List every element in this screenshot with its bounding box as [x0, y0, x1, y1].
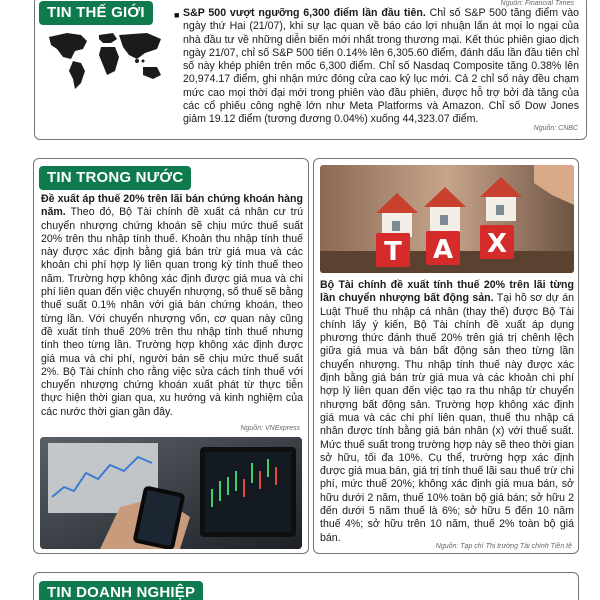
world-news-panel	[34, 0, 587, 140]
tax-tile-t: T	[384, 237, 402, 267]
world-news-label: TIN THẾ GIỚI	[39, 1, 153, 25]
world-headline: S&P 500 vượt ngưỡng 6,300 điểm lần đầu tiên.	[183, 7, 426, 19]
world-body: Chỉ số S&P 500 tăng điểm vào ngày thứ Hai (21/07), khi sự lạc quan về báo cáo lợi nhuận lấn át mọi lo ngại của nhà đầu tư về những diễn biến mới nhất trong thương mại. Kết thúc phiên giao dịch ngày 21/07, chỉ số S&P 500 tiến 0.14% lên 6,305.60 điểm, đánh dấu lần đầu tiên chỉ số này khép phiên trên mốc 6,300 điểm. Chỉ số Nasdaq Composite tăng 0.38% lên 20,974.17 điểm, ghi nhận mức đóng cửa cao kỷ lục mới. Cả 2 chỉ số này đều chạm mức cao mọi thời đại mới trong phiên vào đầu phiên, được hỗ trợ bởi đà tăng của các cổ phiếu công nghệ lớn như Meta Platforms và Amazon. Chỉ số Dow Jones giảm 19.12 điểm (tương đương 0.04%) xuống 44,323.07 điểm.	[183, 7, 579, 126]
domestic-news-text	[41, 193, 303, 419]
tax-source: Nguồn: Tạp chí Thị trường Tài chính Tiền tệ	[435, 543, 572, 550]
domestic-news-panel	[33, 158, 309, 554]
world-source-top: Nguồn: Financial Times	[500, 0, 574, 7]
domestic-body: Theo đó, Bộ Tài chính đề xuất cá nhân cư trú chuyển nhượng chứng khoán sẽ chịu mức thuế suất 20% trên thu nhập tính thuế. Khoản thu nhập tính thuế này được xác định bằng giá bán trừ giá mua và các khoản chi phí hợp lý liên quan trong kỳ tính thuế theo năm. Trường hợp không xác định được giá mua và chi phí liên quan đến việc chuyển nhượng, số thuế sẽ bằng thuế suất 0.1% nhân với giá bán chứng khoán, theo từng lần. Với chuyển nhượng vốn, cơ quan này cũng đề xuất tính thuế 20% trên thu nhập tính thuế nhưng tính theo từng lần. Trường hợp không xác định được giá mua và chi phí, người bán sẽ chịu mức thuế suất 2%. Bộ Tài chính cho rằng việc sửa cách tính thuế với chuyển nhượng chứng khoán xuất phát từ thực tiễn thực hiện thời gian qua, xu hướng và kinh nghiệm của các nước thời gian gần đây.	[41, 206, 304, 418]
trading-photo	[40, 437, 302, 549]
domestic-source: Nguồn: VNExpress	[240, 425, 300, 432]
real-estate-tax-panel	[313, 158, 579, 554]
enterprise-news-panel	[33, 572, 579, 600]
domestic-news-label: TIN TRONG NƯỚC	[39, 166, 191, 190]
bullet-icon: ■	[174, 10, 180, 20]
world-news-text	[183, 7, 579, 127]
world-source: Nguồn: CNBC	[533, 125, 578, 132]
tax-body: Tại hồ sơ dự án Luật Thuế thu nhập cá nhân (thay thế) được Bộ Tài chính lấy ý kiến, Bộ Tài chính đề xuất áp dụng phương thức đánh thuế 20% trên giá trị chênh lệch giữa giá mua và bán bất động sản theo từng lần chuyển nhượng. Thu nhập tính thuế này được xác định bằng giá bán trừ giá mua và các khoản chi phí hợp lý liên quan đến việc tạo ra thu nhập từ chuyển nhượng bất động sản. Trường hợp không xác định giá mua và các chi phí liên quan, thuế thu nhập cá nhân được tính bằng giá bán nhân (x) với thuế suất. Mức thuế suất trong trường hợp này sẽ theo thời gian sở hữu, tối đa 10%. Cụ thể, trường hợp xác định được giá mua bán, giá trị tính thuế lãi sau thuế trừ chi phí, mức thuế 20%; không xác định giá mua bán, sở hữu dưới 2 năm, thuế 10% toàn bộ giá bán; sở hữu 2 đến dưới 5 năm thuế là 6%; sở hữu 5 đến 10 năm thuế 4%; sở hữu trên 10 năm, thuế 2% toàn bộ giá bán.	[320, 292, 574, 544]
tax-headline: Bộ Tài chính đề xuất tính thuế 20% trên lãi từng lần chuyển nhượng bất động sản.	[320, 279, 574, 305]
real-estate-tax-text	[320, 279, 574, 545]
tax-photo	[320, 165, 574, 273]
world-map-icon	[43, 27, 171, 93]
enterprise-news-label: TIN DOANH NGHIỆP	[39, 581, 203, 600]
domestic-headline: Đề xuất áp thuế 20% trên lãi bán chứng khoán hàng năm.	[41, 193, 303, 219]
tax-tile-x: X	[486, 229, 508, 259]
tax-tile-a: A	[432, 235, 454, 265]
